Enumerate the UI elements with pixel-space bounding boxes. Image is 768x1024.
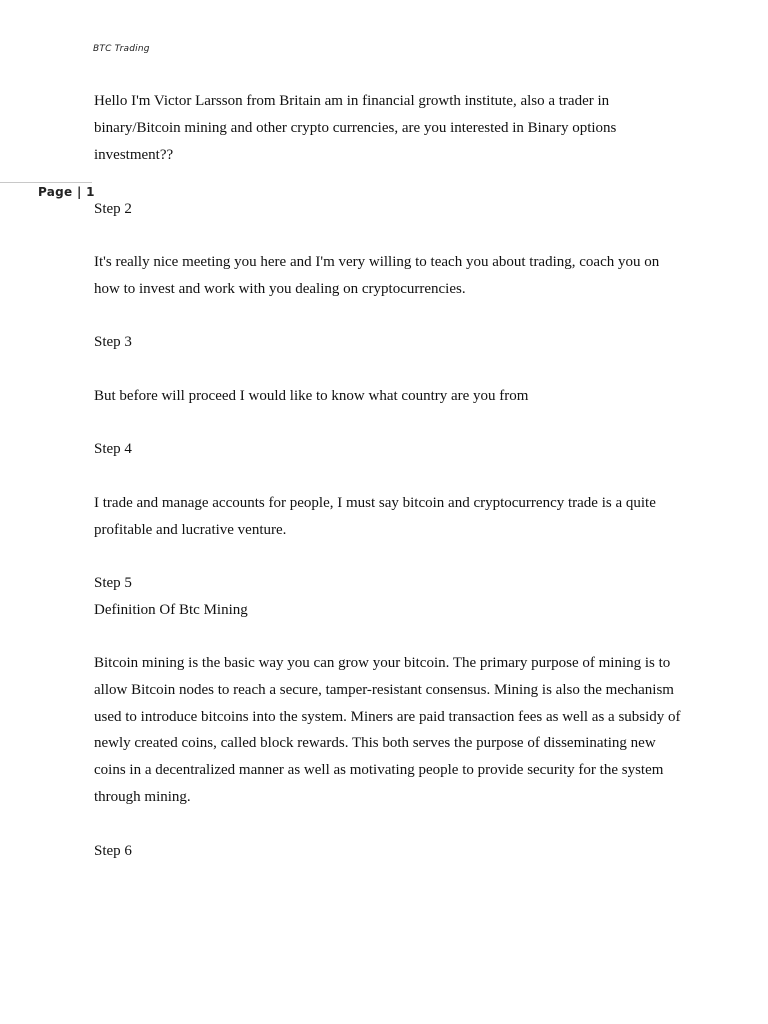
step-5-heading: Step 5 — [94, 575, 132, 591]
step-3-heading: Step 3 — [94, 334, 132, 350]
step-3-paragraph: But before will proceed I would like to know what country are you from — [94, 388, 529, 404]
page-number-label: Page | 1 — [38, 185, 95, 199]
btc-mining-definition-title: Definition Of Btc Mining — [94, 602, 248, 618]
step-4-heading: Step 4 — [94, 441, 132, 457]
page-header: BTC Trading — [93, 44, 150, 54]
btc-mining-definition-paragraph: Bitcoin mining is the basic way you can grow your bitcoin. The primary purpose of mining is to allow Bitcoin nodes to reach a secure, tamper-resistant consensus. Mining is also the mechanism used to introduce bitcoins into the system. Miners are paid transaction fees as well as a subsidy of newly created coins, called block rewards. This both serves the purpose of disseminating new coins in a decentralized manner as well as motivating people to provide security for the system through mining. — [94, 655, 681, 805]
step-4-paragraph: I trade and manage accounts for people, I must say bitcoin and cryptocurrency trade is a quite profitable and lucrative venture. — [94, 495, 656, 538]
margin-divider — [0, 182, 92, 183]
step-2-paragraph: It's really nice meeting you here and I'm very willing to teach you about trading, coach you on how to invest and work with you dealing on cryptocurrencies. — [94, 254, 660, 297]
step-2-heading: Step 2 — [94, 201, 132, 217]
intro-paragraph: Hello I'm Victor Larsson from Britain am in financial growth institute, also a trader in binary/Bitcoin mining and other crypto currencies, are you interested in Binary options investment?? — [94, 93, 617, 163]
step-6-heading: Step 6 — [94, 843, 132, 859]
